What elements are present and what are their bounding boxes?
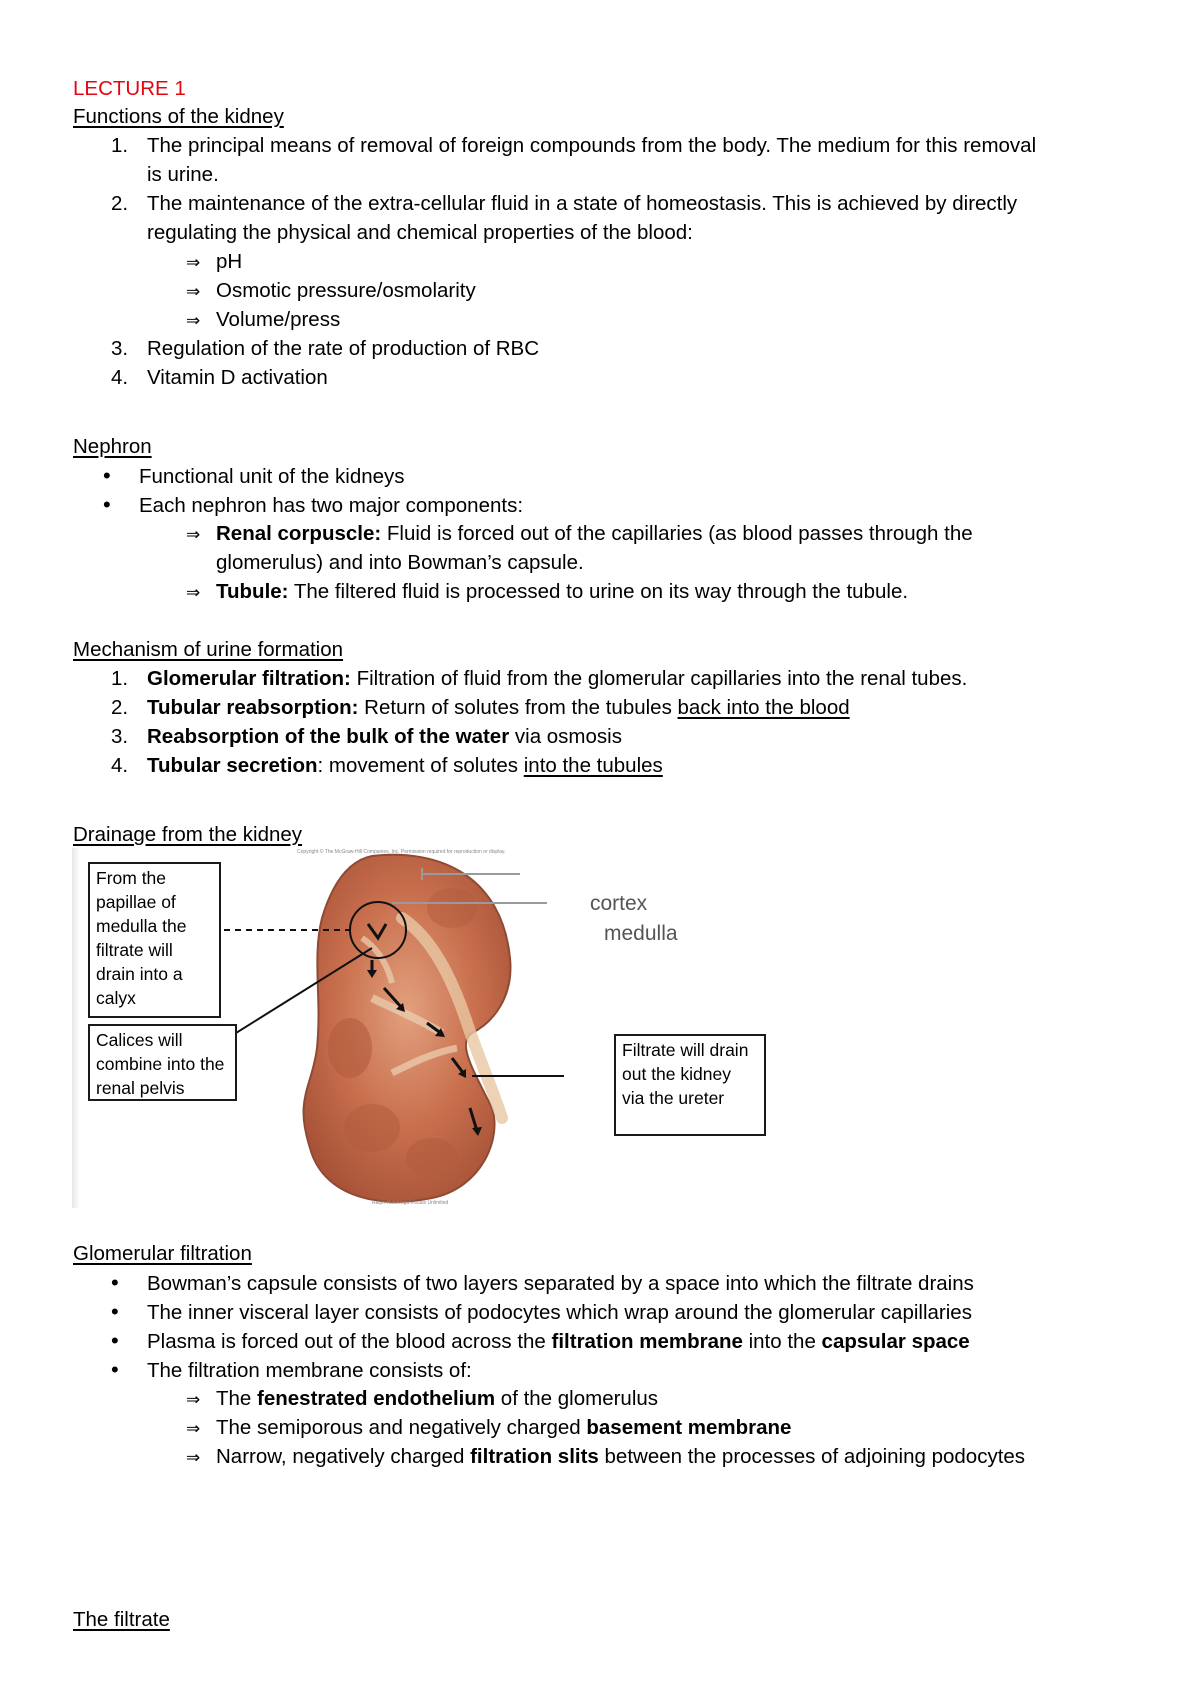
arrow-icon: ⇒: [186, 1419, 201, 1439]
nephron-sub-tubule: ⇒ Tubule: The filtered fluid is processed to urine on its way through the tubule.: [186, 577, 908, 608]
functions-item-2-cont: regulating the physical and chemical properties of the blood:: [147, 221, 693, 244]
functions-item-1-cont: is urine.: [147, 163, 219, 186]
glomerular-sub-3: ⇒ Narrow, negatively charged filtration slits between the processes of adjoining podocytes: [186, 1442, 1025, 1473]
functions-heading: Functions of the kidney: [73, 105, 284, 128]
functions-sub-volume: ⇒ Volume/press: [186, 305, 340, 336]
glomerular-sub-1: ⇒ The fenestrated endothelium of the glomerulus: [186, 1384, 658, 1415]
mechanism-item-4: 4. Tubular secretion: movement of solutes into the tubules: [111, 754, 663, 777]
functions-item-2: 2. The maintenance of the extra-cellular fluid in a state of homeostasis. This is achieved by directly: [111, 192, 1018, 215]
figure-copyright: Copyright © The McGraw-Hill Companies, Inc. Permission required for reproduction or display.: [297, 849, 506, 855]
arrow-icon: ⇒: [186, 1448, 201, 1468]
callout-ureter: Filtrate will drain out the kidney via the ureter: [614, 1034, 766, 1136]
arrow-icon: ⇒: [186, 525, 201, 545]
nephron-heading: Nephron: [73, 435, 152, 458]
figure-credit: Ralph Hutchings/Visuals Unlimited: [372, 1200, 449, 1206]
glomerular-bullet-2: • The inner visceral layer consists of podocytes which wrap around the glomerular capillaries: [111, 1299, 972, 1324]
bullet-icon: •: [103, 492, 111, 517]
functions-sub-osmotic: ⇒ Osmotic pressure/osmolarity: [186, 276, 476, 307]
functions-item-3: 3. Regulation of the rate of production of RBC: [111, 337, 540, 360]
callout-renal-pelvis: Calices will combine into the renal pelvis: [88, 1024, 237, 1101]
bullet-icon: •: [103, 463, 111, 488]
lecture-title: LECTURE 1: [73, 77, 186, 100]
glomerular-sub-2: ⇒ The semiporous and negatively charged basement membrane: [186, 1413, 791, 1444]
arrow-icon: ⇒: [186, 282, 201, 302]
glomerular-bullet-3: • Plasma is forced out of the blood across the filtration membrane into the capsular space: [111, 1328, 970, 1353]
medulla-label: medulla: [604, 922, 678, 945]
callout-calyx: From the papillae of medulla the filtrate will drain into a calyx: [88, 862, 221, 1018]
functions-item-4: 4. Vitamin D activation: [111, 366, 328, 389]
nephron-bullet-2: • Each nephron has two major components:: [103, 492, 524, 517]
mechanism-item-2: 2. Tubular reabsorption: Return of solutes from the tubules back into the blood: [111, 696, 850, 719]
glomerular-bullet-4: • The filtration membrane consists of:: [111, 1357, 472, 1382]
bullet-icon: •: [111, 1328, 119, 1353]
mechanism-item-3: 3. Reabsorption of the bulk of the water via osmosis: [111, 725, 622, 748]
functions-item-1: 1. The principal means of removal of foreign compounds from the body. The medium for this removal: [111, 134, 1037, 157]
nephron-sub-corpuscle: ⇒ Renal corpuscle: Fluid is forced out of the capillaries (as blood passes through the: [186, 519, 973, 550]
drainage-heading: Drainage from the kidney: [73, 823, 303, 846]
arrow-icon: ⇒: [186, 253, 201, 273]
filtrate-heading: The filtrate: [73, 1608, 170, 1631]
glomerular-bullet-1: • Bowman’s capsule consists of two layers separated by a space into which the filtrate drains: [111, 1270, 974, 1295]
bullet-icon: •: [111, 1357, 119, 1382]
bullet-icon: •: [111, 1270, 119, 1295]
mechanism-item-1: 1. Glomerular filtration: Filtration of fluid from the glomerular capillaries into the renal tubes.: [111, 667, 968, 690]
bullet-icon: •: [111, 1299, 119, 1324]
arrow-icon: ⇒: [186, 311, 201, 331]
arrow-icon: ⇒: [186, 1390, 201, 1410]
arrow-icon: ⇒: [186, 583, 201, 603]
functions-sub-ph: ⇒ pH: [186, 247, 242, 278]
nephron-sub-corpuscle-cont: glomerulus) and into Bowman’s capsule.: [216, 551, 584, 574]
nephron-bullet-1: • Functional unit of the kidneys: [103, 463, 405, 488]
glomerular-heading: Glomerular filtration: [73, 1242, 252, 1265]
mechanism-heading: Mechanism of urine formation: [73, 638, 344, 661]
cortex-label: cortex: [590, 892, 648, 915]
kidney-figure: [72, 848, 772, 1208]
